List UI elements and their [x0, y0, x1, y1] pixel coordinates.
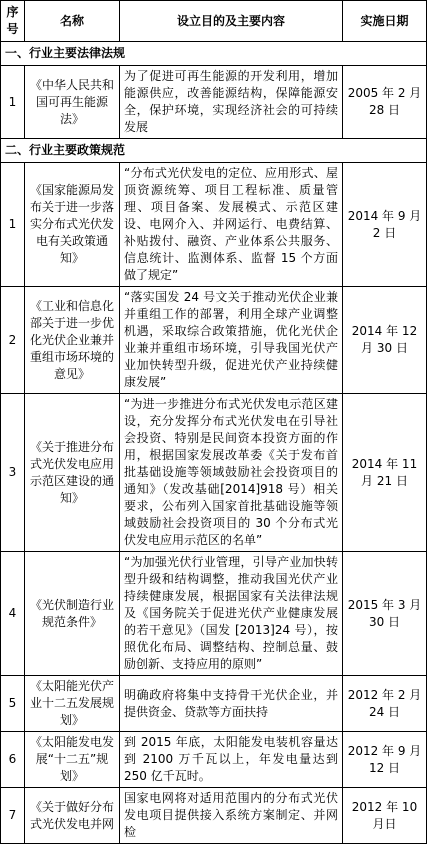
row-no: 1 [1, 163, 25, 287]
header-no: 序号 [1, 1, 25, 42]
row-name: 《太阳能光伏产业十二五发展规划》 [25, 676, 120, 732]
row-date: 2014 年 9 月 2 日 [343, 163, 427, 287]
row-purpose: “为进一步推进分布式光伏发电示范区建设，充分发挥分布式光伏发电在引导社会投资、特别是民间资本投资方面的作用，根据国家发展改革委《关于发布首批基础设施等领域鼓励社会投资项目的通知》（发改基础[2014]918 号）相关要求，公布列入国家首批基础设施等领域鼓励社会投资项目的 30 个分布式光伏发电应用示范区的名单” [120, 394, 343, 552]
row-name: 《太阳能发电发展“十二五”规划》 [25, 732, 120, 788]
row-no: 1 [1, 66, 25, 139]
row-date: 2012 年 2 月 24 日 [343, 676, 427, 732]
row-name: 《国家能源局发布关于进一步落实分布式光伏发电有关政策通知》 [25, 163, 120, 287]
table-row [1, 66, 427, 139]
row-date: 2015 年 3 月 30 日 [343, 552, 427, 676]
row-name: 《关于做好分布式光伏发电并网 [25, 788, 120, 844]
row-name: 《光伏制造行业规范条件》 [25, 552, 120, 676]
table-row [1, 552, 427, 676]
row-no: 5 [1, 676, 25, 732]
header-name: 名称 [25, 1, 120, 42]
table-row [1, 394, 427, 552]
row-name: 《关于推进分布式光伏发电应用示范区建设的通知》 [25, 394, 120, 552]
table-row [1, 287, 427, 394]
row-purpose: 国家电网将对适用范围内的分布式光伏发电项目提供接入系统方案制定、并网检 [120, 788, 343, 844]
row-date: 2014 年 11 月 21 日 [343, 394, 427, 552]
row-purpose: 到 2015 年底，太阳能发电装机容量达到 2100 万千瓦以上，年发电量达到 250 亿千瓦时。 [120, 732, 343, 788]
table-row [1, 788, 427, 844]
row-date: 2005 年 2 月 28 日 [343, 66, 427, 139]
header-date: 实施日期 [343, 1, 427, 42]
row-name: 《中华人民共和国可再生能源法》 [25, 66, 120, 139]
row-no: 7 [1, 788, 25, 844]
section-title-policies: 二、行业主要政策规范 [1, 139, 427, 163]
table-header-row [1, 1, 427, 42]
row-no: 2 [1, 287, 25, 394]
row-no: 3 [1, 394, 25, 552]
row-purpose: 为了促进可再生能源的开发利用，增加能源供应，改善能源结构，保障能源安全，保护环境，实现经济社会的可持续发展 [120, 66, 343, 139]
row-purpose: “为加强光伏行业管理，引导产业加快转型升级和结构调整，推动我国光伏产业持续健康发展，根据国家有关法律法规及《国务院关于促进光伏产业健康发展的若干意见》（国发 [2013]24 号），按照优化布局、调整结构、控制总量、鼓励创新、支持应用的原则” [120, 552, 343, 676]
table-row [1, 676, 427, 732]
row-date: 2012 年 9 月 12 日 [343, 732, 427, 788]
row-purpose: “落实国发 24 号文关于推动光伏企业兼并重组工作的部署，利用全球产业调整机遇，采取综合政策措施，优化光伏企业兼并重组市场环境，引导我国光伏产业加快转型升级，促进光伏产业持续健康发展” [120, 287, 343, 394]
section-title-laws: 一、行业主要法律法规 [1, 42, 427, 66]
table-row [1, 732, 427, 788]
row-date: 2014 年 12 月 30 日 [343, 287, 427, 394]
section-row [1, 139, 427, 163]
table-row [1, 163, 427, 287]
row-purpose: “分布式光伏发电的定位、应用形式、屋顶资源统筹、项目工程标准、质量管理、项目备案、发展模式、示范区建设、电网介入、并网运行、电费结算、补贴拨付、融资、产业体系公共服务、信息统计、监测体系、监督 15 个方面做了规定” [120, 163, 343, 287]
row-purpose: 明确政府将集中支持骨干光伏企业，并提供资金、贷款等方面扶持 [120, 676, 343, 732]
header-purpose: 设立目的及主要内容 [120, 1, 343, 42]
row-no: 4 [1, 552, 25, 676]
row-name: 《工业和信息化部关于进一步优化光伏企业兼并重组市场环境的意见》 [25, 287, 120, 394]
section-row [1, 42, 427, 66]
row-date: 2012 年 10 月日 [343, 788, 427, 844]
row-no: 6 [1, 732, 25, 788]
